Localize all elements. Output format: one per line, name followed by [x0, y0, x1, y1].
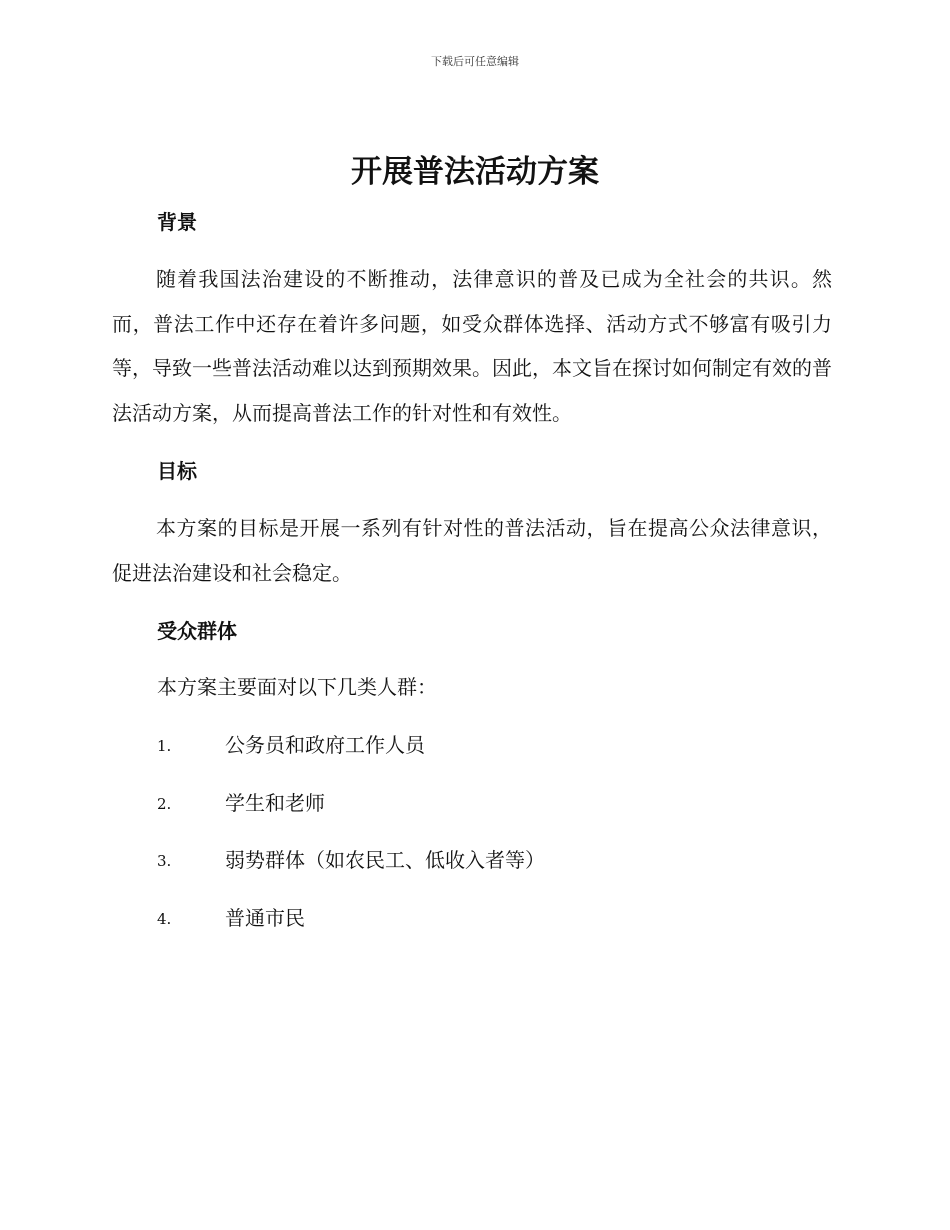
list-item-number: 4.	[157, 910, 172, 928]
list-item-text: 普通市民	[225, 906, 305, 930]
list-item	[157, 731, 757, 759]
list-item	[157, 789, 757, 817]
list-item-number: 1.	[157, 737, 172, 755]
list-item-text: 公务员和政府工作人员	[225, 733, 425, 757]
section-heading-audience: 受众群体	[157, 619, 237, 643]
section-heading-background: 背景	[157, 210, 197, 234]
background-paragraph: 随着我国法治建设的不断推动，法律意识的普及已成为全社会的共识。然而，普法工作中还存在着许多问题，如受众群体选择、活动方式不够富有吸引力等，导致一些普法活动难以达到预期效果。因此，本文旨在探讨如何制定有效的普法活动方案，从而提高普法工作的针对性和有效性。	[112, 267, 832, 425]
goal-paragraph: 本方案的目标是开展一系列有针对性的普法活动，旨在提高公众法律意识，促进法治建设和社会稳定。	[112, 516, 832, 585]
page-header-note: 下载后可任意编辑	[431, 55, 519, 68]
list-item-number: 3.	[157, 852, 172, 870]
document-title: 开展普法活动方案	[351, 154, 599, 190]
audience-intro: 本方案主要面对以下几类人群：	[157, 675, 437, 699]
list-item	[157, 904, 757, 932]
section-heading-goal: 目标	[157, 459, 197, 483]
list-item-text: 学生和老师	[225, 791, 325, 815]
list-item-number: 2.	[157, 795, 172, 813]
list-item	[157, 846, 757, 874]
list-item-text: 弱势群体（如农民工、低收入者等）	[225, 848, 545, 872]
